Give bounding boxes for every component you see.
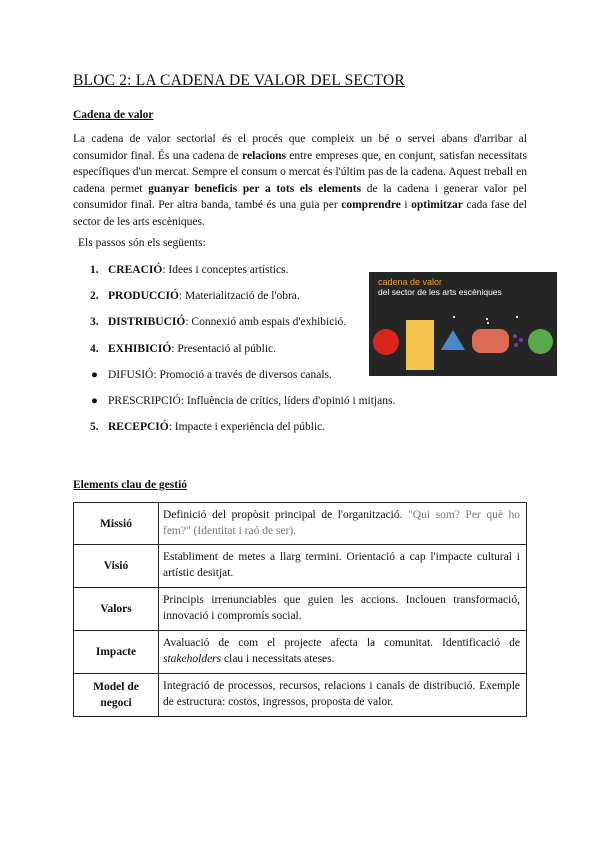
illustration-title: cadena de valor (378, 277, 443, 287)
step-term: CREACIÓ (108, 264, 163, 276)
row-text: Establiment de metes a llarg termini. Orientació a cap l'impacte cultural i artístic desitjat. (159, 545, 527, 588)
intro-bold-relacions: relacions (242, 149, 286, 162)
table-row (74, 545, 527, 588)
step-marker: 5. (90, 421, 99, 434)
intro-bold-optimitzar: optimitzar (411, 199, 463, 212)
table-row (74, 631, 527, 674)
row-text-main: Definició del propòsit principal de l'organització. (163, 509, 409, 521)
section-title-value-chain: Cadena de valor (73, 109, 154, 121)
list-item (90, 393, 450, 419)
step-term: PRESCRIPCIÓ (108, 394, 181, 407)
salmon-rounded-shape (472, 329, 509, 353)
intro-bold-comprendre: comprendre (341, 199, 401, 212)
row-text-question: "Qui som? Per què ho fem?" (Identitat i raó de ser). (163, 509, 520, 537)
row-text: Integració de processos, recursos, relacions i canals de distribució. Exemple de estructura: costos, ingressos, proposta de valor. (159, 674, 527, 717)
row-label: Model de negoci (74, 674, 159, 717)
intro-bold-beneficis: guanyar beneficis per a tots els elements (148, 182, 362, 195)
purple-dot-shape (513, 334, 517, 338)
step-desc: : Materialització de l'obra. (178, 290, 300, 303)
intro-text-2: entre empreses que, en conjunt, satisfan necessitats específiques d'un mercat. Sempre el consum o mercat és l'últim pas de la cadena. Aquest treball en cadena permet (73, 149, 528, 195)
step-desc: : Promoció a través de diversos canals. (153, 368, 332, 381)
intro-paragraph (73, 131, 527, 231)
tiny-white-mark (487, 322, 489, 324)
intro-text-5: cada fase del sector de les arts escèniques. (73, 199, 527, 228)
row-text-end: clau i necessitats ateses. (221, 653, 335, 665)
row-label: Impacte (74, 631, 159, 674)
key-elements-table (73, 502, 527, 717)
step-term: RECEPCIÓ (108, 421, 169, 434)
tiny-white-mark (516, 316, 518, 318)
bullet-marker: ● (91, 368, 98, 381)
intro-text-3: de la cadena i generar valor pel consumidor final. Per altra banda, també és una guia per (73, 182, 527, 212)
section-title-key-elements: Elements clau de gestió (73, 479, 188, 491)
row-label: Valors (74, 588, 159, 631)
step-desc: : Impacte i experiència del públic. (168, 421, 326, 434)
step-term: DISTRIBUCIÓ (108, 316, 186, 329)
step-desc: : Connexió amb espais d'exhibició. (185, 316, 347, 329)
row-text-main: Avaluació de com el projecte afecta la comunitat. Identificació de (163, 637, 520, 649)
list-item (90, 419, 450, 445)
step-desc: : Idees i conceptes artístics. (162, 264, 289, 276)
row-label: Missió (74, 503, 159, 545)
row-text (159, 631, 527, 674)
purple-dot-shape (514, 343, 518, 347)
table-row (74, 588, 527, 631)
step-term: EXHIBICIÓ (108, 342, 172, 355)
illustration-subtitle: del sector de les arts escèniques (378, 287, 502, 297)
page-title: BLOC 2: LA CADENA DE VALOR DEL SECTOR (73, 72, 405, 89)
step-marker: 1. (90, 264, 99, 276)
step-desc: : Presentació al públic. (171, 342, 277, 355)
step-marker: 3. (90, 316, 99, 329)
intro-text-1: La cadena de valor sectorial és el procés que compleix un bé o servei abans d'arribar al consumidor final. És una cadena de (73, 133, 527, 162)
row-label: Visió (74, 545, 159, 588)
row-text-italic: stakeholders (163, 653, 222, 665)
blue-triangle-shape (441, 330, 465, 350)
step-term: PRODUCCIÓ (108, 290, 179, 303)
red-circle-shape (373, 329, 399, 355)
row-text (159, 503, 527, 545)
bullet-marker: ● (91, 394, 98, 407)
tiny-white-mark (453, 316, 455, 318)
intro-text-4: i (400, 199, 412, 212)
step-marker: 4. (90, 342, 99, 355)
step-desc: : Influència de crítics, líders d'opinió i mitjans. (180, 394, 396, 407)
purple-dot-shape (519, 338, 523, 342)
step-marker: 2. (90, 290, 99, 303)
steps-intro: Els passos són els següents: (78, 237, 206, 249)
step-term: DIFUSIÓ (108, 368, 154, 381)
table-row (74, 674, 527, 717)
value-chain-illustration (369, 272, 557, 376)
yellow-rectangle-shape (406, 320, 434, 370)
row-text: Principis irrenunciables que guien les accions. Inclouen transformació, innovació i compromís social. (159, 588, 527, 631)
tiny-white-mark (486, 318, 488, 320)
green-circle-shape (528, 329, 553, 354)
table-row (74, 503, 527, 545)
